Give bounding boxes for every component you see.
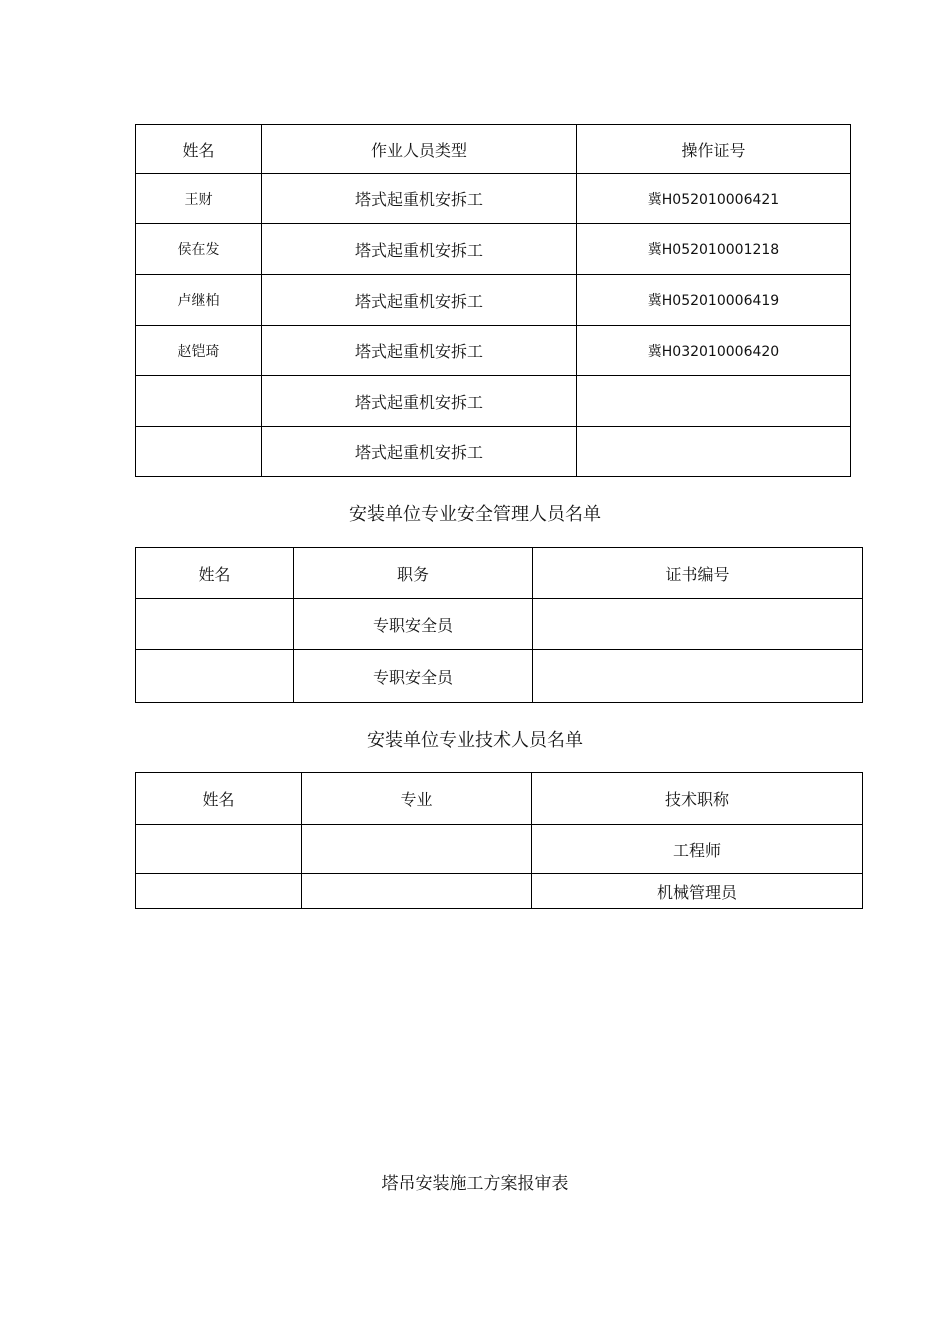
header-cert-number: 证书编号 (533, 548, 863, 599)
table-row (136, 174, 851, 224)
operator-type: 塔式起重机安拆工 (262, 224, 577, 275)
operator-name (136, 427, 262, 477)
safety-section-title: 安装单位专业安全管理人员名单 (349, 504, 601, 525)
header-cert-number: 操作证号 (577, 125, 851, 174)
tech-major (302, 874, 532, 909)
header-position: 职务 (294, 548, 533, 599)
header-tech-title: 技术职称 (532, 773, 863, 825)
header-name: 姓名 (136, 773, 302, 825)
tech-major (302, 825, 532, 874)
table-header-row (136, 125, 851, 174)
safety-name (136, 650, 294, 703)
safety-cert (533, 650, 863, 703)
table-row (136, 599, 863, 650)
table-header-row (136, 548, 863, 599)
table-row (136, 376, 851, 427)
operator-type: 塔式起重机安拆工 (262, 427, 577, 477)
operator-type: 塔式起重机安拆工 (262, 326, 577, 376)
table-header-row (136, 773, 863, 825)
table-row (136, 427, 851, 477)
operator-cert: 冀H052010006421 (577, 174, 851, 224)
operator-cert: 冀H052010006419 (577, 275, 851, 326)
operator-name: 卢继柏 (136, 275, 262, 326)
tech-title: 工程师 (532, 825, 863, 874)
tech-staff-table (135, 772, 863, 909)
tech-section-title: 安装单位专业技术人员名单 (367, 730, 583, 751)
safety-position: 专职安全员 (294, 599, 533, 650)
operator-name: 赵铠琦 (136, 326, 262, 376)
tech-title: 机械管理员 (532, 874, 863, 909)
safety-staff-table (135, 547, 863, 703)
operator-name: 王财 (136, 174, 262, 224)
table-row (136, 825, 863, 874)
tech-name (136, 825, 302, 874)
operator-cert: 冀H052010001218 (577, 224, 851, 275)
operator-cert (577, 376, 851, 427)
table-row (136, 650, 863, 703)
table-row (136, 224, 851, 275)
footer-title: 塔吊安装施工方案报审表 (381, 1174, 569, 1194)
table-row (136, 874, 863, 909)
operator-type: 塔式起重机安拆工 (262, 275, 577, 326)
header-major: 专业 (302, 773, 532, 825)
table-row (136, 326, 851, 376)
operator-name: 侯在发 (136, 224, 262, 275)
tech-name (136, 874, 302, 909)
operator-type: 塔式起重机安拆工 (262, 376, 577, 427)
header-name: 姓名 (136, 125, 262, 174)
operator-cert (577, 427, 851, 477)
operator-type: 塔式起重机安拆工 (262, 174, 577, 224)
header-worker-type: 作业人员类型 (262, 125, 577, 174)
safety-position: 专职安全员 (294, 650, 533, 703)
header-name: 姓名 (136, 548, 294, 599)
safety-cert (533, 599, 863, 650)
operator-name (136, 376, 262, 427)
safety-name (136, 599, 294, 650)
table-row (136, 275, 851, 326)
operators-table (135, 124, 851, 477)
operator-cert: 冀H032010006420 (577, 326, 851, 376)
